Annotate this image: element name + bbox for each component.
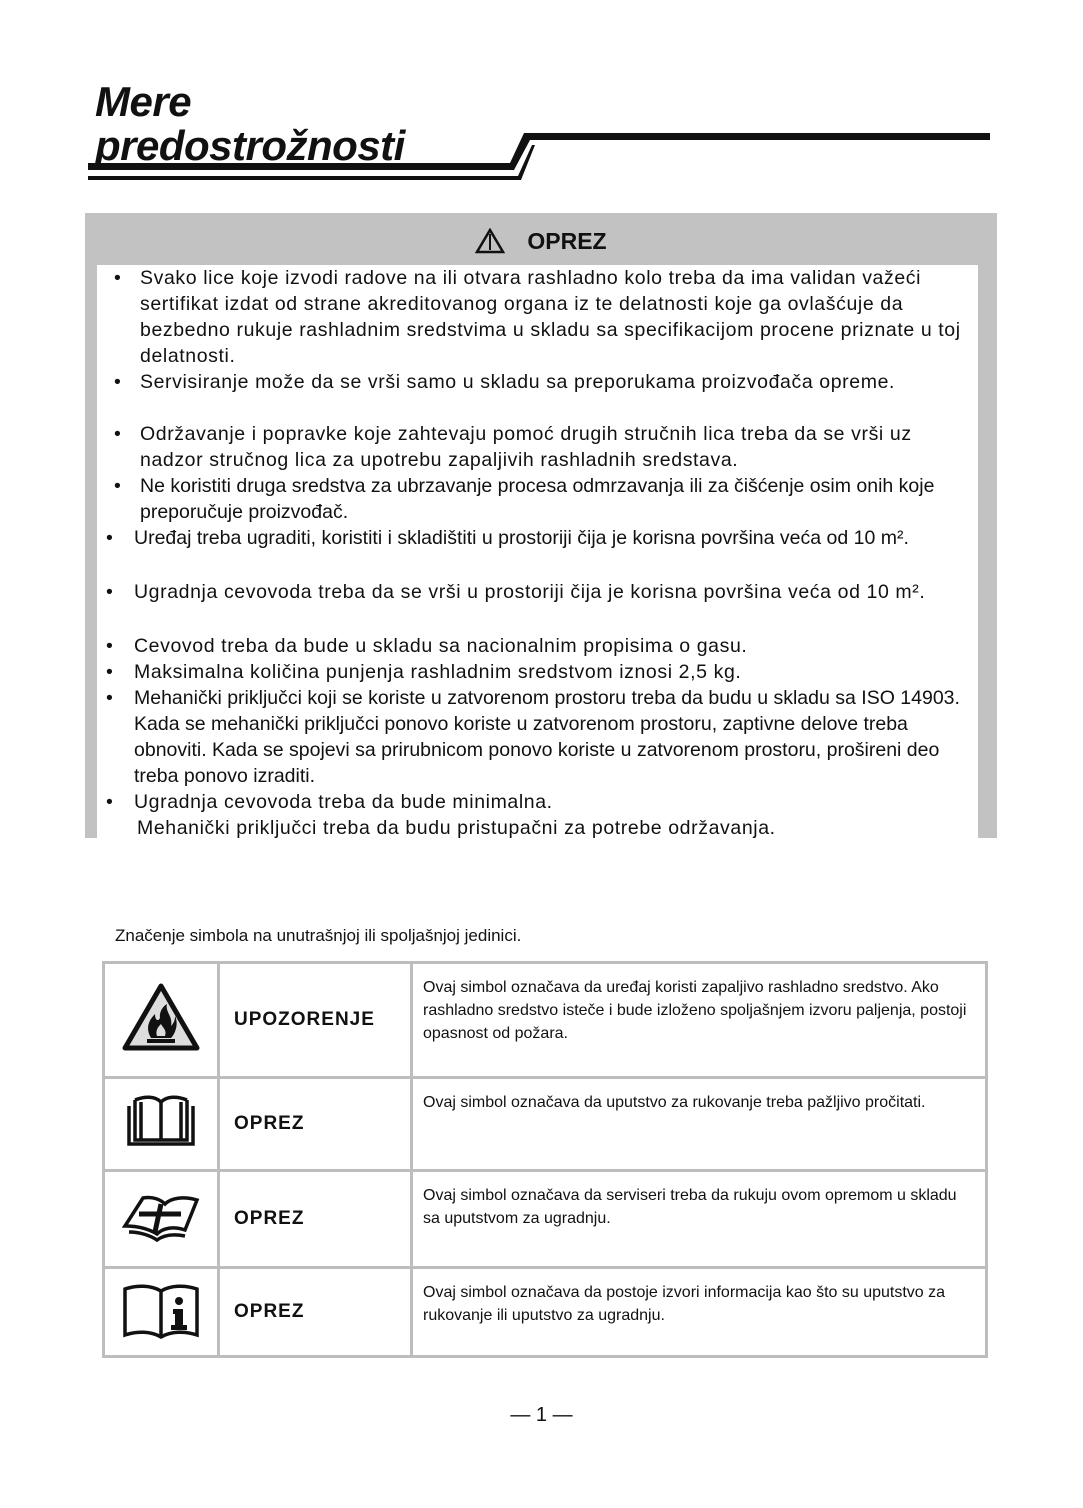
symbol-description: Ovaj simbol označava da uređaj koristi zapaljivo rashladno sredstvo. Ako rashladno sredstvo isteče i bude izloženo spoljašnjem izvoru paljenja, postoji opasnost od požara. (412, 963, 987, 1078)
item-text: Uređaj treba ugraditi, koristiti i skladištiti u prostoriji čija je korisna površina veća od 10 m². (134, 527, 909, 549)
icon-cell (104, 1171, 219, 1268)
caution-header (85, 213, 997, 265)
caution-list (97, 265, 978, 838)
item-text: Maksimalna količina punjenja rashladnim sredstvom iznosi 2,5 kg. (134, 661, 742, 683)
table-row (104, 1171, 987, 1268)
title-line-1: Mere (95, 78, 192, 125)
list-trailing-note (137, 815, 982, 841)
list-item: • Cevovod treba da bude u skladu sa nacionalnim propisima o gasu. (106, 635, 748, 657)
table-row (104, 963, 987, 1078)
list-item: • Servisiranje može da se vrši samo u skladu sa preporukama proizvođača opreme. (114, 371, 896, 393)
table-row (104, 1268, 987, 1357)
symbols-table (102, 961, 988, 1358)
item-text: Ugradnja cevovoda treba da se vrši u prostoriji čija je korisna površina veća od 10 m². (134, 581, 926, 603)
item-text: Mehanički priključci koji se koriste u zatvorenom prostoru treba da budu u skladu sa ISO 14903. Kada se mehanički priključci ponovo koriste u zatvorenom prostoru, zaptivne delove treba obnoviti. Kada se spojevi sa prirubnicom ponovo koriste u zatvorenom prostoru, prošireni deo treba ponovo izraditi. (134, 687, 960, 787)
list-item: • Svako lice koje izvodi radove na ili otvara rashladno kolo treba da ima validan važeći sertifikat izdat od strane akreditovanog organa iz te delatnosti koje ga ovlašćuje da bezbedno rukuje rashladnim sredstvima u skladu sa specifikacijom procene priznate u toj delatnosti. (114, 267, 961, 367)
list-item: • Mehanički priključci koji se koriste u zatvorenom prostoru treba da budu u skladu sa ISO 14903. Kada se mehanički priključci ponovo koriste u zatvorenom prostoru, zaptivne delove treba obnoviti. Kada se spojevi sa prirubnicom ponovo koriste u zatvorenom prostoru, prošireni deo treba ponovo izraditi. (106, 687, 960, 787)
item-text: Održavanje i popravke koje zahtevaju pomoć drugih stručnih lica treba da se vrši uz nadzor stručnog lica za upotrebu zapaljivih rashladnih sredstava. (140, 423, 912, 471)
list-item: • Maksimalna količina punjenja rashladnim sredstvom iznosi 2,5 kg. (106, 661, 742, 683)
item-text: Ugradnja cevovoda treba da bude minimalna. (134, 791, 553, 813)
item-text: Svako lice koje izvodi radove na ili otvara rashladno kolo treba da ima validan važeći sertifikat izdat od strane akreditovanog organa iz te delatnosti koje ga ovlašćuje da bezbedno rukuje rashladnim sredstvima u skladu sa specifikacijom procene priznate u toj delatnosti. (140, 267, 961, 367)
information-manual-icon (121, 1281, 201, 1339)
symbol-label: UPOZORENJE (219, 963, 412, 1078)
page-number: — 1 — (510, 1404, 573, 1426)
symbol-description: Ovaj simbol označava da postoje izvori informacija kao što su uputstvo za rukovanje ili uputstvo za ugradnju. (412, 1268, 987, 1357)
table-row (104, 1078, 987, 1171)
service-manual-icon (121, 1192, 201, 1242)
list-item: • Ne koristiti druga sredstva za ubrzavanje procesa odmrzavanja ili za čišćenje osim onih koje preporučuje proizvođač. (114, 475, 935, 523)
list-item: • Održavanje i popravke koje zahtevaju pomoć drugih stručnih lica treba da se vrši uz nadzor stručnog lica za upotrebu zapaljivih rashladnih sredstava. (114, 423, 912, 471)
item-text: Mehanički priključci treba da budu pristupačni za potrebe održavanja. (137, 817, 776, 839)
list-item: • Uređaj treba ugraditi, koristiti i skladištiti u prostoriji čija je korisna površina veća od 10 m². (106, 527, 909, 549)
warning-triangle-icon (475, 228, 505, 254)
symbol-label: OPREZ (219, 1078, 412, 1171)
symbol-description: Ovaj simbol označava da uputstvo za rukovanje treba pažljivo pročitati. (412, 1078, 987, 1171)
item-text: Ne koristiti druga sredstva za ubrzavanje procesa odmrzavanja ili za čišćenje osim onih koje preporučuje proizvođač. (140, 475, 935, 523)
list-item: • Ugradnja cevovoda treba da se vrši u prostoriji čija je korisna površina veća od 10 m². (106, 581, 926, 603)
caution-title: OPREZ (527, 227, 607, 254)
icon-cell (104, 1268, 219, 1357)
caution-box (85, 213, 997, 838)
symbol-description: Ovaj simbol označava da serviseri treba da rukuju ovom opremom u skladu sa uputstvom za ugradnju. (412, 1171, 987, 1268)
operator-manual-icon (121, 1094, 201, 1150)
symbols-caption: Značenje simbola na unutrašnjoj ili spoljašnjoj jedinici. (115, 926, 522, 945)
symbol-label: OPREZ (219, 1171, 412, 1268)
title-underline-rule (0, 0, 1083, 200)
symbol-label: OPREZ (219, 1268, 412, 1357)
list-item: • Ugradnja cevovoda treba da bude minimalna. (106, 791, 553, 813)
icon-cell (104, 963, 219, 1078)
item-text: Cevovod treba da bude u skladu sa nacionalnim propisima o gasu. (134, 635, 748, 657)
item-text: Servisiranje može da se vrši samo u skladu sa preporukama proizvođača opreme. (140, 371, 896, 393)
icon-cell (104, 1078, 219, 1171)
title-line-2: predostrožnosti (95, 122, 405, 169)
flammable-warning-icon (121, 982, 201, 1054)
